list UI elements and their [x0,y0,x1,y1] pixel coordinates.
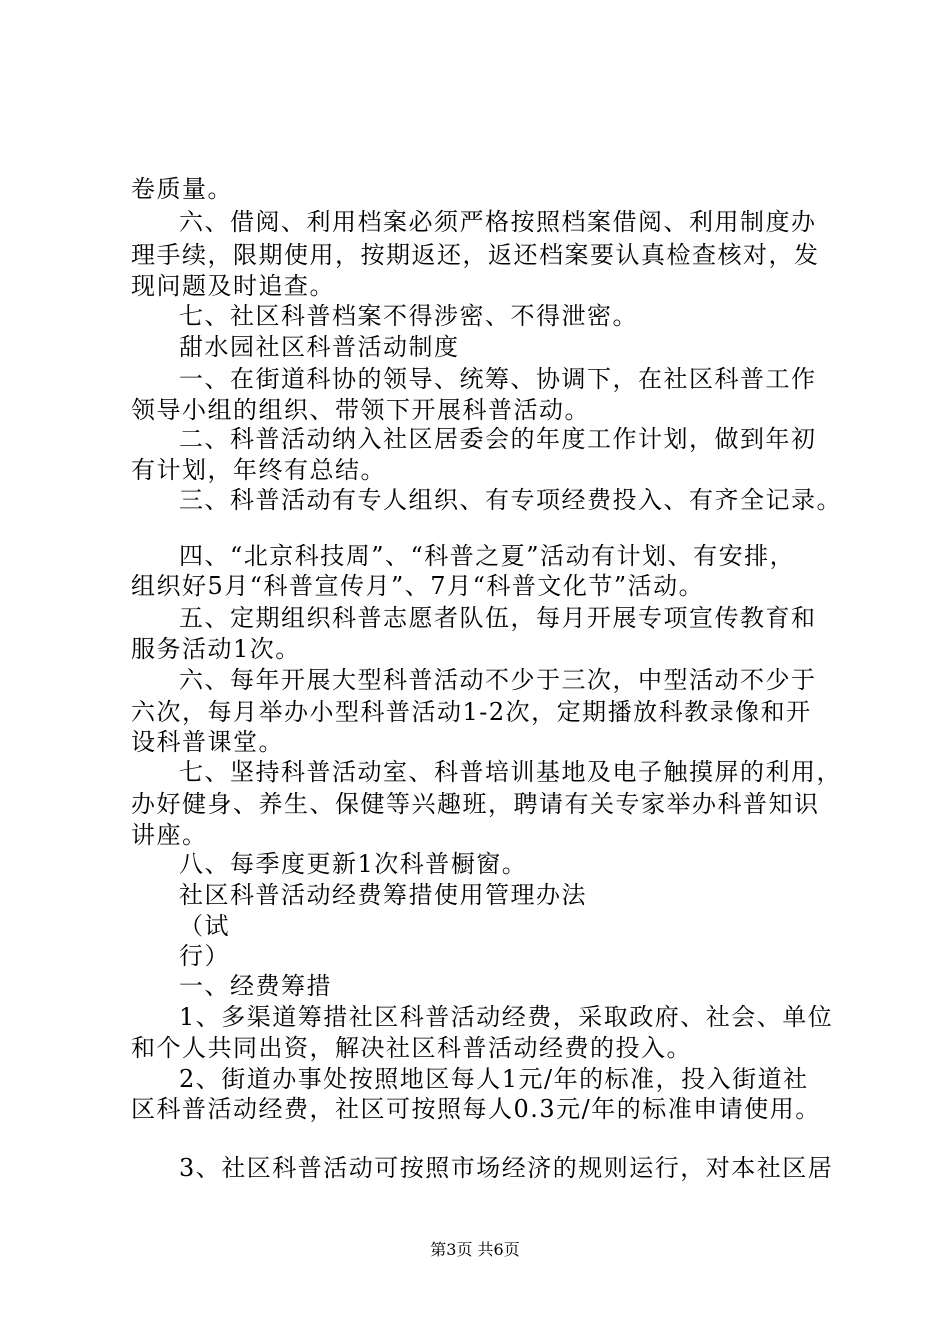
text-line: 领导小组的组织、带领下开展科普活动。 [131,396,590,424]
text-line: 1、多渠道筹措社区科普活动经费，采取政府、社会、单位 [179,1003,834,1031]
text-line: 六、每年开展大型科普活动不少于三次，中型活动不少于 [179,666,817,694]
text-line: 七、社区科普档案不得涉密、不得泄密。 [179,302,638,330]
section-title: 社区科普活动经费筹措使用管理办法 [179,881,587,909]
text-line: 五、定期组织科普志愿者队伍，每月开展专项宣传教育和 [179,604,817,632]
text-line: 设科普课堂。 [131,728,284,756]
text-line: 有计划，年终有总结。 [131,456,386,484]
section-title: （试 [179,912,230,940]
section-title: 甜水园社区科普活动制度 [179,333,460,361]
text-line: 组织好5月“科普宣传月”、7月“科普文化节”活动。 [131,572,705,600]
text-line: 六次，每月举办小型科普活动1-2次，定期播放科教录像和开 [131,698,812,726]
text-line: 六、借阅、利用档案必须严格按照档案借阅、利用制度办 [179,208,817,236]
text-line: 办好健身、养生、保健等兴趣班，聘请有关专家举办科普知识 [131,790,820,818]
text-line: 现问题及时追查。 [131,272,335,300]
text-line: 2、街道办事处按照地区每人1元/年的标准，投入街道社 [179,1065,809,1093]
text-line: 三、科普活动有专人组织、有专项经费投入、有齐全记录。 [179,486,842,514]
text-line: 讲座。 [131,821,208,849]
text-line: 二、科普活动纳入社区居委会的年度工作计划，做到年初 [179,425,817,453]
text-line: 区科普活动经费，社区可按照每人0.3元/年的标准申请使用。 [131,1095,821,1123]
section-title: 行） [179,942,230,970]
text-line: 和个人共同出资，解决社区科普活动经费的投入。 [131,1034,692,1062]
text-line: 3、社区科普活动可按照市场经济的规则运行，对本社区居 [179,1154,834,1182]
text-line: 八、每季度更新1次科普橱窗。 [179,850,528,878]
text-line: 七、坚持科普活动室、科普培训基地及电子触摸屏的利用， [179,758,842,786]
text-line: 理手续，限期使用，按期返还，返还档案要认真检查核对，发 [131,241,820,269]
text-line: 四、“北京科技周”、“科普之夏”活动有计划、有安排， [179,542,796,570]
text-line: 一、经费筹措 [179,972,332,1000]
text-line: 一、在街道科协的领导、统筹、协调下，在社区科普工作 [179,365,817,393]
text-line: 卷质量。 [131,175,233,203]
text-line: 服务活动1次。 [131,635,301,663]
page-number: 第3页 共6页 [430,1240,520,1259]
